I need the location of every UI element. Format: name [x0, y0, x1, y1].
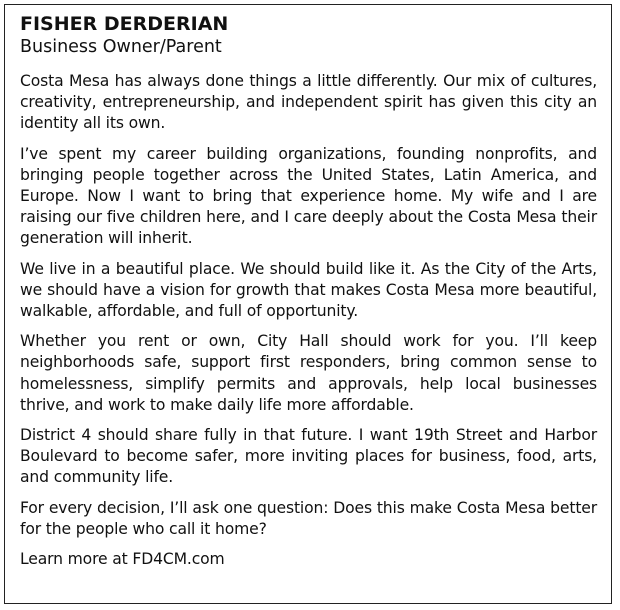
website-line: Learn more at FD4CM.com: [20, 550, 225, 569]
statement-paragraph: For every decision, I’ll ask one question: Does this make Costa Mesa better for the people who call it home?: [20, 498, 597, 538]
statement-paragraph: Costa Mesa has always done things a little differently. Our mix of cultures, creativity, entrepreneurship, and independent spirit has given this city an identity all its own.: [20, 72, 597, 133]
statement-paragraph: I’ve spent my career building organizations, founding nonprofits, and bringing people together across the United States, Latin America, and Europe. Now I want to bring that experience home. My wife and I are raising our five children here, and I care deeply about the Costa Mesa their generation will inherit.: [20, 144, 597, 248]
candidate-occupation: Business Owner/Parent: [20, 37, 222, 57]
statement-paragraph: Whether you rent or own, City Hall should work for you. I’ll keep neighborhoods safe, support first responders, bring common sense to homelessness, simplify permits and approvals, help local businesses thrive, and work to make daily life more affordable.: [20, 332, 597, 414]
candidate-name: FISHER DERDERIAN: [20, 13, 229, 35]
statement-paragraph: We live in a beautiful place. We should build like it. As the City of the Arts, we should have a vision for growth that makes Costa Mesa more beautiful, walkable, affordable, and full of opportunity.: [20, 259, 597, 321]
candidate-statement: [4, 4, 612, 604]
statement-paragraph: District 4 should share fully in that future. I want 19th Street and Harbor Boulevard to become safer, more inviting places for business, food, arts, and community life.: [20, 426, 597, 487]
